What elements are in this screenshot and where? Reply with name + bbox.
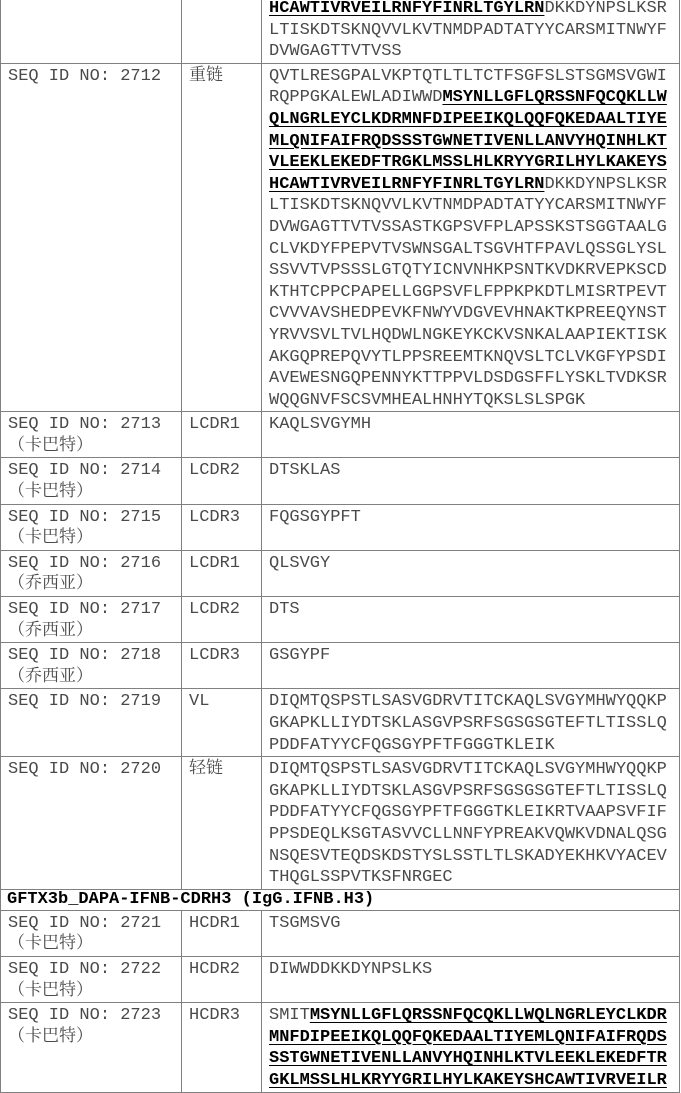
sequence-segment: PDDFATYYCFQGSGYPFTFGGGTKLEIK [269, 736, 555, 755]
sequence-row [1, 412, 680, 458]
highlighted-sequence-segment: QLNGRLEYCLKDRMNFDIPEEIKQLQQFQKEDAALTIYE [269, 110, 667, 129]
sequence-line [269, 759, 673, 781]
sequence-row [1, 550, 680, 596]
sequence-segment: DIWWDDKKDYNPSLKS [269, 960, 432, 979]
region-type-cell: LCDR1 [182, 550, 262, 596]
sequence-segment: FQGSGYPFT [269, 508, 361, 527]
region-type-cell: LCDR3 [182, 504, 262, 550]
sequence-line [269, 691, 673, 713]
sequence-line [269, 260, 673, 282]
sequence-segment: AVEWESNGQPENNYKTTPPVLDSDGSFFLYSKLTVDKSR [269, 369, 667, 388]
sequence-segment: TSGMSVG [269, 914, 340, 933]
region-type-cell [182, 0, 262, 63]
sequence-line [269, 87, 673, 109]
sequence-segment: LTISKDTSKNQVVLKVTNMDPADTATYYCARSMITNWYF [269, 21, 667, 40]
sequence-line [269, 735, 673, 757]
sequence-row [1, 458, 680, 504]
sequence-line [269, 507, 673, 529]
sequence-line [269, 913, 673, 935]
sequence-row [1, 643, 680, 689]
sequence-segment: NSQESVTEQDSKDSTYSLSSTLTLSKADYEKHKVYACEV [269, 847, 667, 866]
sequence-line [269, 390, 673, 412]
region-type-cell: LCDR2 [182, 458, 262, 504]
highlighted-sequence-segment: MLQNIFAIFRQDSSSTGWNETIVENLLANVYHQINHLKT [269, 132, 667, 151]
sequence-segment: KAQLSVGYMH [269, 415, 371, 434]
sequence-table-body [1, 0, 680, 1092]
seq-id-cell: SEQ ID NO: 2713（卡巴特） [1, 412, 182, 458]
sequence-line [269, 195, 673, 217]
sequence-line [269, 152, 673, 174]
sequence-cell [262, 63, 680, 412]
sequence-segment: DTSKLAS [269, 461, 340, 480]
sequence-segment: DIQMTQSPSTLSASVGDRVTITCKAQLSVGYMHWYQQKP [269, 692, 667, 711]
sequence-segment: WQQGNVFSCSVMHEALHNHYTQKSLSLSPGK [269, 391, 585, 410]
sequence-line [269, 217, 673, 239]
sequence-row [1, 956, 680, 1002]
sequence-segment: PDDFATYYCFQGSGYPFTFGGGTKLEIKRTVAAPSVFIF [269, 803, 667, 822]
sequence-line [269, 645, 673, 667]
highlighted-sequence-segment: GKLMSSLHLKRYYGRILHYLKAKEYSHCAWTIVRVEILR [269, 1071, 667, 1090]
sequence-segment: RQPPGKALEWLADIWWD [269, 88, 442, 107]
sequence-cell [262, 643, 680, 689]
highlighted-sequence-segment: HCAWTIVRVEILRNFYFINRLTGYLRN [269, 0, 544, 18]
region-type-cell: LCDR2 [182, 597, 262, 643]
sequence-row [1, 1003, 680, 1092]
sequence-row [1, 63, 680, 412]
sequence-line [269, 66, 673, 88]
sequence-segment: CVVVAVSHEDPEVKFNWYVDGVEVHNAKTKPREEQYNST [269, 304, 667, 323]
sequence-line [269, 347, 673, 369]
section-header: GFTX3b_DAPA-IFNB-CDRH3 (IgG.IFNB.H3) [1, 889, 680, 910]
sequence-line [269, 20, 673, 42]
sequence-line [269, 368, 673, 390]
sequence-segment: PPSDEQLKSGTASVVCLLNNFYPREAKVQWKVDNALQSG [269, 825, 667, 844]
highlighted-sequence-segment: MSYNLLGFLQRSSNFQCQKLLWQLNGRLEYCLKDR [310, 1006, 667, 1025]
sequence-line [269, 0, 673, 20]
highlighted-sequence-segment: HCAWTIVRVEILRNFYFINRLTGYLRN [269, 175, 544, 194]
sequence-row [1, 504, 680, 550]
sequence-cell [262, 757, 680, 890]
sequence-segment: AKGQPREPQVYTLPPSREEMTKNQVSLTCLVKGFYPSDI [269, 348, 667, 367]
seq-id-cell: SEQ ID NO: 2720 [1, 757, 182, 890]
sequence-segment: DTS [269, 600, 300, 619]
sequence-line [269, 282, 673, 304]
sequence-cell [262, 458, 680, 504]
sequence-line [269, 239, 673, 261]
highlighted-sequence-segment: MNFDIPEEIKQLQQFQKEDAALTIYEMLQNIFAIFRQDS [269, 1028, 667, 1047]
seq-id-cell: SEQ ID NO: 2717（乔西亚） [1, 597, 182, 643]
region-type-cell: 轻链 [182, 757, 262, 890]
sequence-segment: DVWGAGTTVTVSS [269, 42, 402, 61]
sequence-table [0, 0, 680, 1093]
highlighted-sequence-segment: MSYNLLGFLQRSSNFQCQKLLW [442, 88, 666, 107]
sequence-segment: SMIT [269, 1006, 310, 1025]
sequence-segment: KTHTCPPCPAPELLGGPSVFLFPPKPKDTLMISRTPEVT [269, 283, 667, 302]
sequence-row [1, 597, 680, 643]
sequence-line [269, 1070, 673, 1092]
sequence-line [269, 824, 673, 846]
seq-id-cell: SEQ ID NO: 2712 [1, 63, 182, 412]
sequence-line [269, 867, 673, 889]
sequence-cell [262, 910, 680, 956]
sequence-segment: GKAPKLLIYDTSKLASGVPSRFSGSGSGTEFTLTISSLQ [269, 714, 667, 733]
sequence-segment: YRVVSVLTVLHQDWLNGKEYKCKVSNKALAAPIEKTISK [269, 326, 667, 345]
highlighted-sequence-segment: SSTGWNETIVENLLANVYHQINHLKTVLEEKLEKEDFTR [269, 1049, 667, 1068]
region-type-cell: LCDR1 [182, 412, 262, 458]
region-type-cell: HCDR1 [182, 910, 262, 956]
sequence-segment: DIQMTQSPSTLSASVGDRVTITCKAQLSVGYMHWYQQKP [269, 760, 667, 779]
sequence-segment: SSVVTVPSSSLGTQTYICNVNHKPSNTKVDKRVEPKSCD [269, 261, 667, 280]
sequence-line [269, 131, 673, 153]
sequence-cell [262, 597, 680, 643]
sequence-segment: THQGLSSPVTKSFNRGEC [269, 868, 453, 887]
sequence-row [1, 689, 680, 757]
seq-id-cell: SEQ ID NO: 2718（乔西亚） [1, 643, 182, 689]
region-type-cell: VL [182, 689, 262, 757]
region-type-cell: HCDR3 [182, 1003, 262, 1092]
region-type-cell: LCDR3 [182, 643, 262, 689]
sequence-line [269, 325, 673, 347]
sequence-cell [262, 956, 680, 1002]
sequence-line [269, 599, 673, 621]
seq-id-cell: SEQ ID NO: 2722（卡巴特） [1, 956, 182, 1002]
sequence-segment: QLSVGY [269, 554, 330, 573]
seq-id-cell: SEQ ID NO: 2716（乔西亚） [1, 550, 182, 596]
sequence-line [269, 41, 673, 63]
sequence-segment: QVTLRESGPALVKPTQTLTLTCTFSGFSLSTSGMSVGWI [269, 67, 667, 86]
sequence-line [269, 1005, 673, 1027]
seq-id-cell: SEQ ID NO: 2714（卡巴特） [1, 458, 182, 504]
sequence-line [269, 959, 673, 981]
region-type-cell: HCDR2 [182, 956, 262, 1002]
highlighted-sequence-segment: VLEEKLEKEDFTRGKLMSSLHLKRYYGRILHYLKAKEYS [269, 153, 667, 172]
sequence-segment: LTISKDTSKNQVVLKVTNMDPADTATYYCARSMITNWYF [269, 196, 667, 215]
sequence-cell [262, 504, 680, 550]
sequence-line [269, 174, 673, 196]
sequence-line [269, 713, 673, 735]
sequence-row [1, 0, 680, 63]
sequence-line [269, 109, 673, 131]
sequence-row [1, 910, 680, 956]
seq-id-cell: SEQ ID NO: 2723（卡巴特） [1, 1003, 182, 1092]
sequence-cell [262, 412, 680, 458]
sequence-cell [262, 0, 680, 63]
sequence-cell [262, 1003, 680, 1092]
region-type-cell: 重链 [182, 63, 262, 412]
seq-id-cell: SEQ ID NO: 2721（卡巴特） [1, 910, 182, 956]
seq-id-cell [1, 0, 182, 63]
sequence-row [1, 757, 680, 890]
seq-id-cell: SEQ ID NO: 2719 [1, 689, 182, 757]
sequence-segment: CLVKDYFPEPVTVSWNSGALTSGVHTFPAVLQSSGLYSL [269, 240, 667, 259]
sequence-line [269, 553, 673, 575]
sequence-line [269, 1027, 673, 1049]
sequence-segment: DVWGAGTTVTVSSASTKGPSVFPLAPSSKSTSGGTAALG [269, 218, 667, 237]
sequence-segment: DKKDYNPSLKSR [544, 175, 666, 194]
sequence-line [269, 781, 673, 803]
sequence-segment: GKAPKLLIYDTSKLASGVPSRFSGSGSGTEFTLTISSLQ [269, 782, 667, 801]
sequence-line [269, 414, 673, 436]
sequence-segment: DKKDYNPSLKSR [544, 0, 666, 18]
sequence-line [269, 802, 673, 824]
sequence-line [269, 1048, 673, 1070]
sequence-segment: GSGYPF [269, 646, 330, 665]
sequence-cell [262, 550, 680, 596]
section-header-row [1, 889, 680, 910]
sequence-line [269, 303, 673, 325]
seq-id-cell: SEQ ID NO: 2715（卡巴特） [1, 504, 182, 550]
sequence-cell [262, 689, 680, 757]
sequence-line [269, 846, 673, 868]
sequence-line [269, 460, 673, 482]
